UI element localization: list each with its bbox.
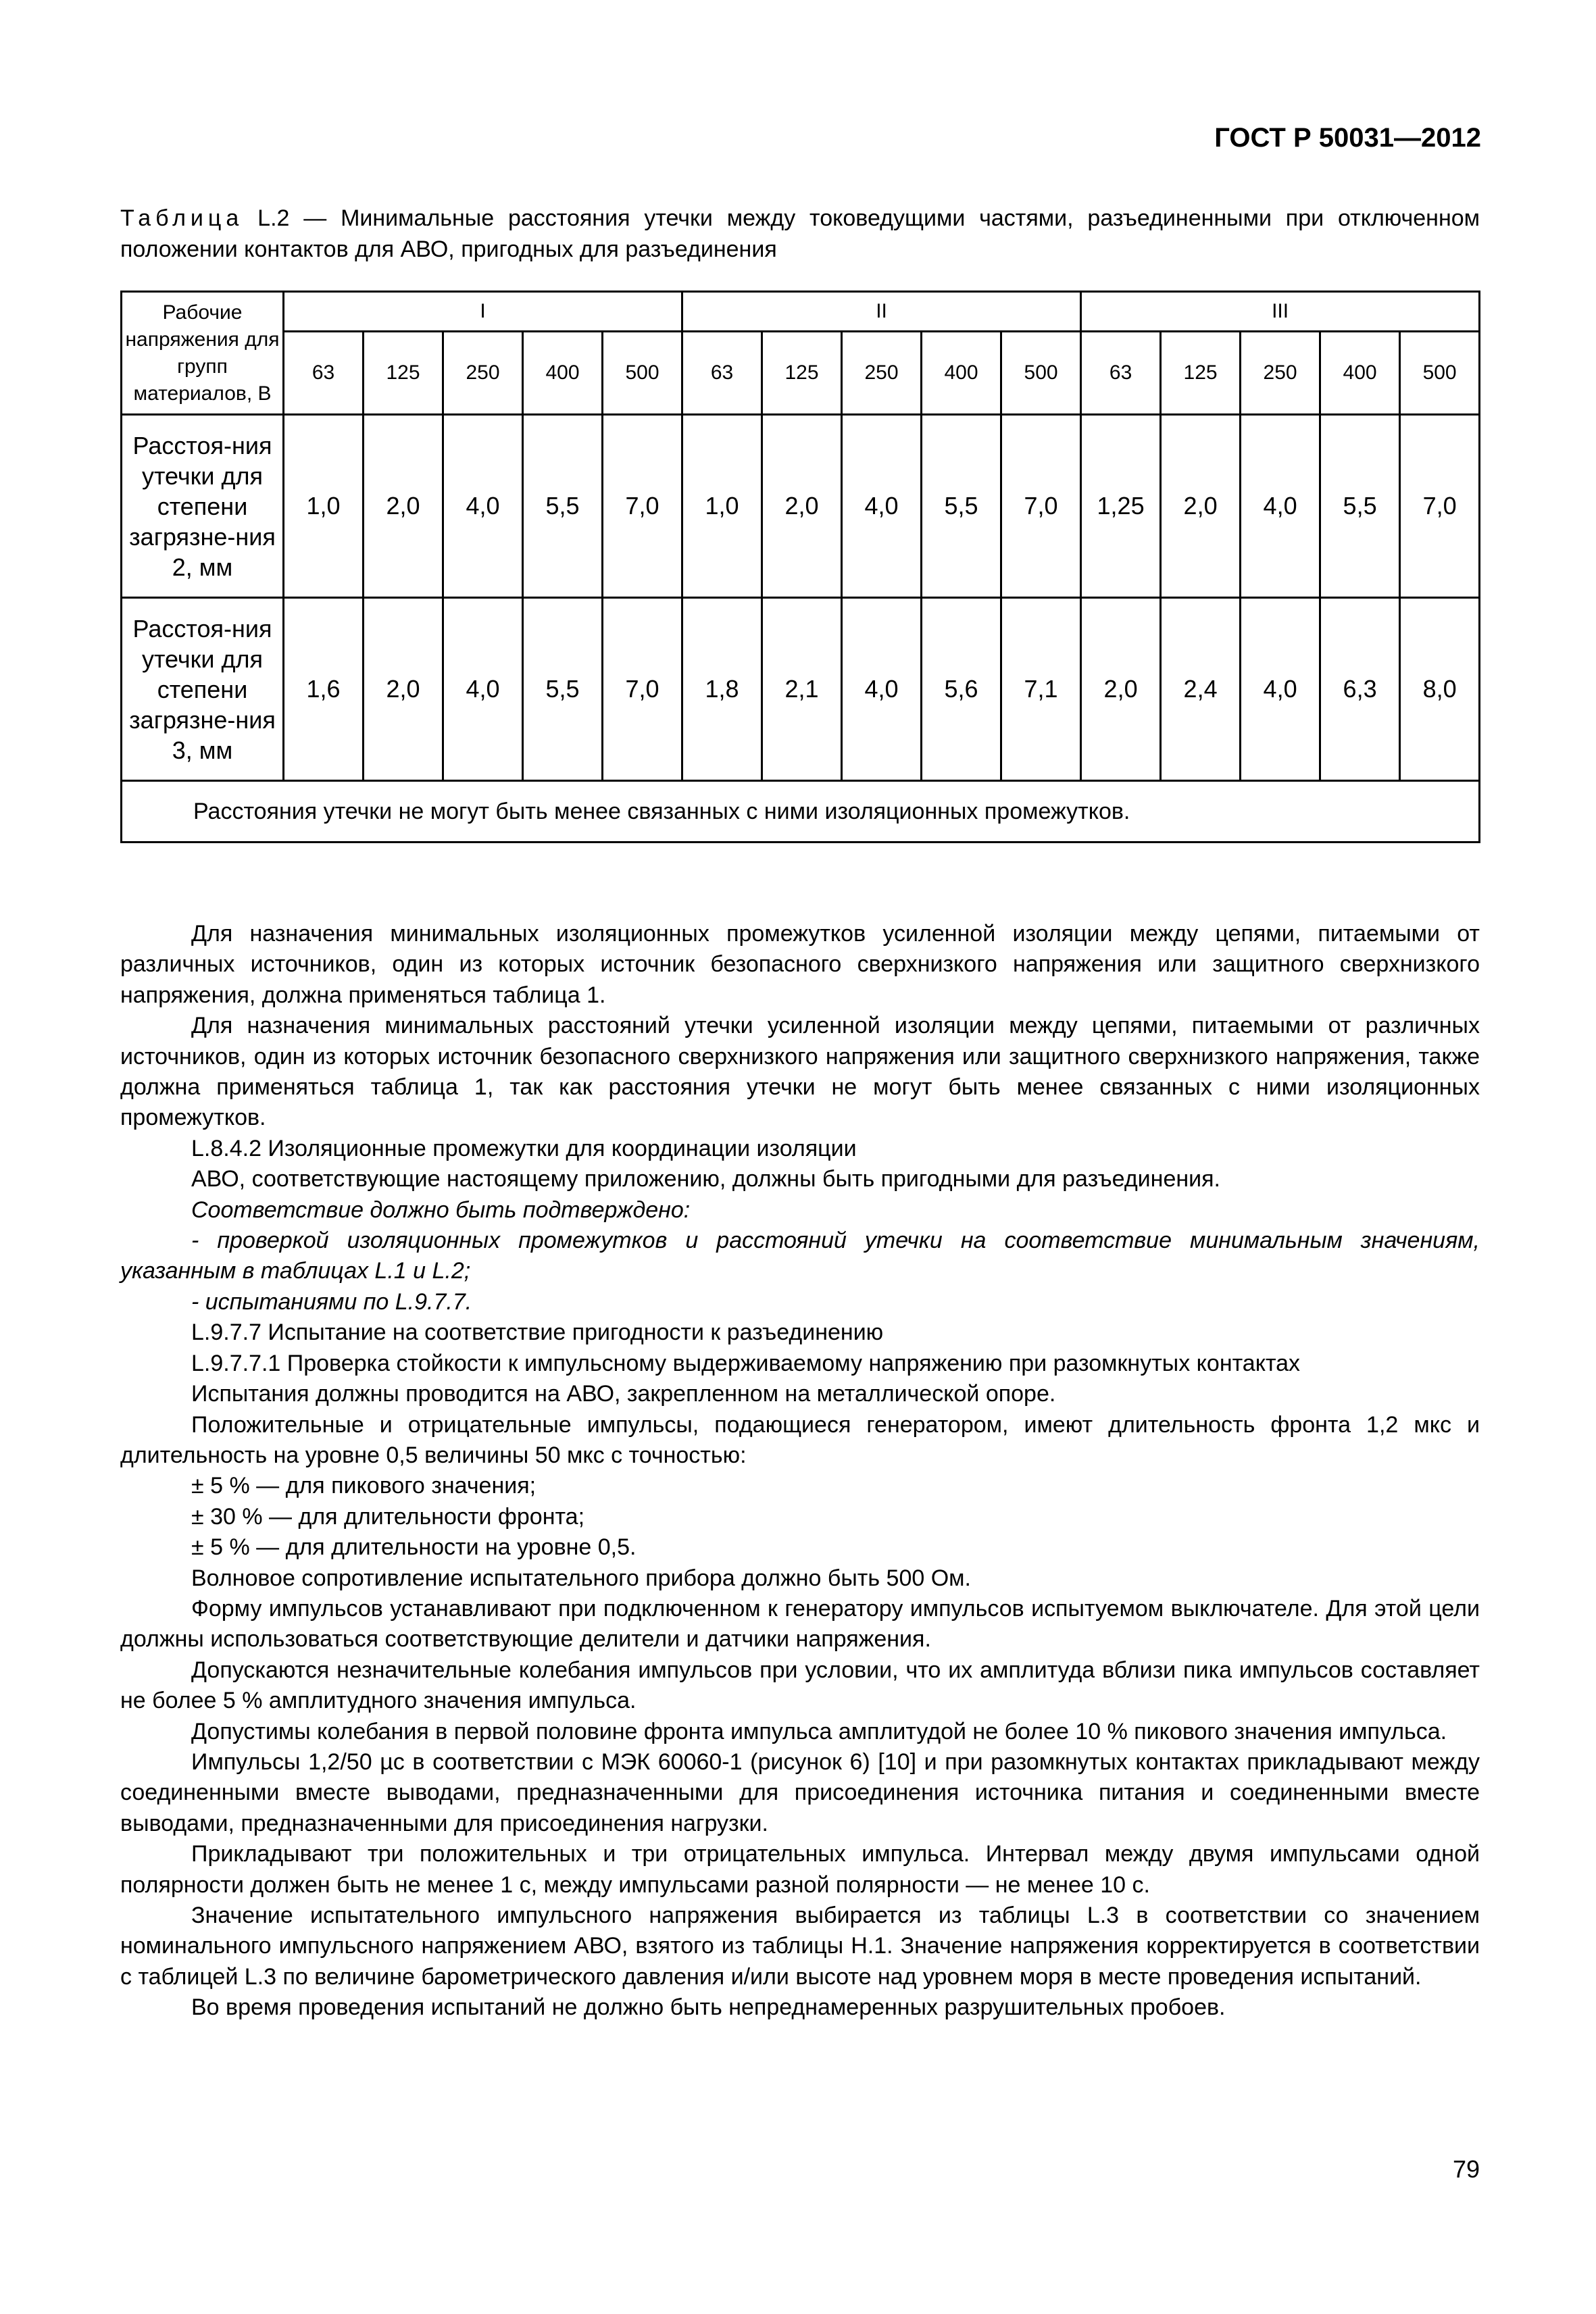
table-cell: 1,6	[284, 598, 364, 781]
table-cell: 7,0	[1001, 415, 1081, 598]
voltage-header-cell: 63	[682, 332, 762, 415]
group-header: I	[284, 292, 682, 332]
table-cell: 4,0	[443, 598, 523, 781]
voltage-header-cell: 250	[443, 332, 523, 415]
table-cell: 2,4	[1161, 598, 1241, 781]
voltage-header-cell: 500	[603, 332, 682, 415]
table-note: Расстояния утечки не могут быть менее связанных с ними изоляционных промежутков.	[122, 781, 1480, 842]
table-cell: 2,0	[1161, 415, 1241, 598]
voltage-header-cell: 400	[1320, 332, 1400, 415]
table-cell: 5,6	[922, 598, 1001, 781]
paragraph: Для назначения минимальных расстояний утечки усиленной изоляции между цепями, питаемыми от различных источников, один из которых источник безопасного сверхнизкого напряжения или защитного сверхнизкого напряжения, также должна применяться таблица 1, так как расстояния утечки не могут быть менее связанных с ними изоляционных промежутков.	[120, 1013, 1480, 1131]
table-cell: 1,25	[1081, 415, 1161, 598]
paragraph: - испытаниями по L.9.7.7.	[191, 1288, 472, 1315]
voltage-header-cell: 125	[762, 332, 842, 415]
leakage-distance-table	[120, 291, 1480, 843]
caption-prefix: Таблица	[120, 205, 244, 231]
caption-text: L.2 — Минимальные расстояния утечки между токоведущими частями, разъединенными при отключенном положении контактов для АВО, пригодных для разъединения	[120, 205, 1480, 262]
row-label: Расстоя-ния утечки для степени загрязне-ния 3, мм	[122, 598, 284, 781]
paragraph: Значение испытательного импульсного напряжения выбирается из таблицы L.3 в соответствии со значением номинального импульсного напряжением АВО, взятого из таблицы H.1. Значение напряжения корректируется в соответствии с таблицей L.3 по величине барометрического давления и/или высоте над уровнем моря в месте проведения испытаний.	[120, 1903, 1480, 1990]
paragraph: АВО, соответствующие настоящему приложению, должны быть пригодными для разъединения.	[191, 1166, 1220, 1192]
paragraph: Во время проведения испытаний не должно быть непреднамеренных разрушительных пробоев.	[191, 1994, 1226, 2021]
voltage-header-row	[122, 332, 1480, 415]
voltage-header-cell: 250	[842, 332, 922, 415]
corner-header: Рабочие напряжения для групп материалов, В	[122, 292, 284, 415]
table-note-row	[122, 781, 1480, 842]
table-cell: 5,5	[523, 598, 603, 781]
voltage-header-cell: 125	[364, 332, 443, 415]
table-row	[122, 598, 1480, 781]
voltage-header-cell: 400	[922, 332, 1001, 415]
paragraph: L.9.7.7.1 Проверка стойкости к импульсному выдерживаемому напряжению при разомкнутых контактах	[191, 1350, 1301, 1376]
page-number: 79	[1452, 2155, 1480, 2183]
voltage-header-cell: 63	[1081, 332, 1161, 415]
table-cell: 2,0	[364, 415, 443, 598]
paragraph: Волновое сопротивление испытательного прибора должно быть 500 Ом.	[191, 1565, 971, 1591]
paragraph: Импульсы 1,2/50 µс в соответствии с МЭК 60060-1 (рисунок 6) [10] и при разомкнутых контактах прикладывают между соединенными вместе выводами, предназначенными для присоединения источника питания и соединенными вместе выводами, предназначенными для присоединения нагрузки.	[120, 1749, 1480, 1836]
voltage-header-cell: 125	[1161, 332, 1241, 415]
paragraph: Допускаются незначительные колебания импульсов при условии, что их амплитуда вблизи пика импульсов составляет не более 5 % амплитудного значения импульса.	[120, 1657, 1480, 1714]
body-text	[120, 919, 1480, 2023]
table-cell: 4,0	[443, 415, 523, 598]
paragraph: ± 30 % — для длительности фронта;	[191, 1503, 585, 1530]
voltage-header-cell: 500	[1001, 332, 1081, 415]
paragraph: ± 5 % — для пикового значения;	[191, 1473, 537, 1499]
table-cell: 2,1	[762, 598, 842, 781]
table-cell: 4,0	[842, 598, 922, 781]
table-cell: 2,0	[1081, 598, 1161, 781]
group-header: II	[682, 292, 1081, 332]
paragraph: Допустимы колебания в первой половине фронта импульса амплитудой не более 10 % пикового значения импульса.	[191, 1718, 1447, 1744]
table-cell: 4,0	[1241, 415, 1320, 598]
table-cell: 5,5	[1320, 415, 1400, 598]
table-cell: 2,0	[762, 415, 842, 598]
row-label: Расстоя-ния утечки для степени загрязне-ния 2, мм	[122, 415, 284, 598]
paragraph: Прикладывают три положительных и три отрицательных импульса. Интервал между двумя импульсами одной полярности должен быть не менее 1 с, между импульсами разной полярности — не менее 10 с.	[120, 1841, 1480, 1898]
table-caption	[120, 203, 1480, 265]
table-cell: 1,0	[284, 415, 364, 598]
paragraph: L.8.4.2 Изоляционные промежутки для координации изоляции	[191, 1135, 857, 1161]
paragraph: Для назначения минимальных изоляционных промежутков усиленной изоляции между цепями, питаемыми от различных источников, один из которых источник безопасного сверхнизкого напряжения или защитного сверхнизкого напряжения, должна применяться таблица 1.	[120, 921, 1480, 1008]
table-cell: 1,0	[682, 415, 762, 598]
table-cell: 5,5	[922, 415, 1001, 598]
table-cell: 8,0	[1400, 598, 1480, 781]
table-cell: 1,8	[682, 598, 762, 781]
table-cell: 7,0	[1400, 415, 1480, 598]
paragraph: Положительные и отрицательные импульсы, подающиеся генератором, имеют длительность фронта 1,2 мкс и длительность на уровне 0,5 величины 50 мкс с точностью:	[120, 1411, 1480, 1468]
paragraph: Испытания должны проводится на АВО, закрепленном на металлической опоре.	[191, 1381, 1056, 1407]
standard-designation: ГОСТ Р 50031—2012	[1214, 123, 1481, 153]
paragraph: Соответствие должно быть подтверждено:	[191, 1197, 691, 1223]
table-cell: 7,1	[1001, 598, 1081, 781]
table-cell: 4,0	[1241, 598, 1320, 781]
voltage-header-cell: 500	[1400, 332, 1480, 415]
table-cell: 4,0	[842, 415, 922, 598]
paragraph: L.9.7.7 Испытание на соответствие пригодности к разъединению	[191, 1319, 884, 1346]
table-row	[122, 415, 1480, 598]
table-cell: 5,5	[523, 415, 603, 598]
group-header: III	[1081, 292, 1480, 332]
table-cell: 2,0	[364, 598, 443, 781]
voltage-header-cell: 250	[1241, 332, 1320, 415]
paragraph: - проверкой изоляционных промежутков и расстояний утечки на соответствие минимальным значениям, указанным в таблицах L.1 и L.2;	[120, 1228, 1480, 1284]
voltage-header-cell: 63	[284, 332, 364, 415]
voltage-header-cell: 400	[523, 332, 603, 415]
paragraph: ± 5 % — для длительности на уровне 0,5.	[191, 1534, 637, 1561]
table-cell: 7,0	[603, 598, 682, 781]
table-cell: 7,0	[603, 415, 682, 598]
paragraph: Форму импульсов устанавливают при подключенном к генератору импульсов испытуемом выключателе. Для этой цели должны использоваться соответствующие делители и датчики напряжения.	[120, 1595, 1480, 1653]
table-cell: 6,3	[1320, 598, 1400, 781]
